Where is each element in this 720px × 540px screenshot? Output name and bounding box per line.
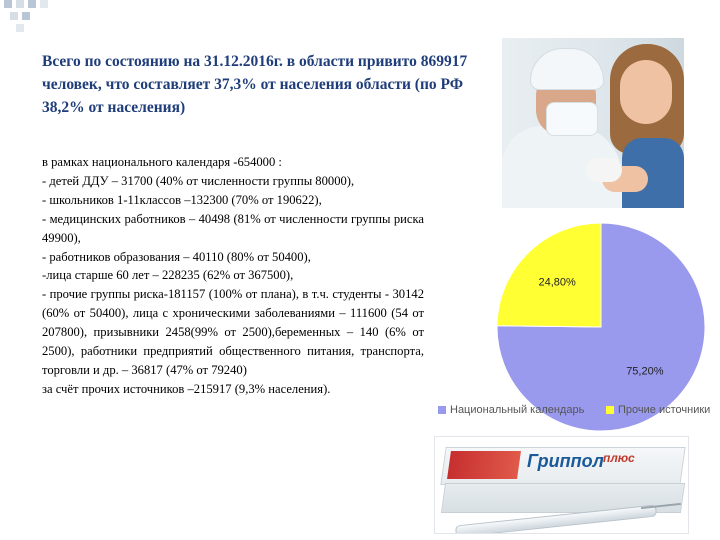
body-line: - медицинских работников – 40498 (81% от численности группы риска 49900),	[42, 211, 424, 245]
decorative-squares	[0, 0, 60, 40]
vaccine-package-photo	[434, 436, 689, 534]
vaccination-details	[42, 153, 424, 399]
body-line: - работников образования – 40110 (80% от 50400),	[42, 249, 311, 264]
body-line: -лица старше 60 лет – 228235 (62% от 367500),	[42, 268, 294, 283]
legend-item-national	[438, 404, 584, 416]
pie-slice	[497, 223, 601, 327]
brand-suffix: плюс	[603, 451, 635, 465]
pie-data-label: 24,80%	[538, 276, 576, 289]
legend-label: Национальный календарь	[450, 404, 585, 416]
pie-data-label: 75,20%	[626, 365, 664, 378]
body-line: в рамках национального календаря -654000 :	[42, 155, 282, 169]
chart-legend	[438, 404, 718, 426]
legend-swatch	[606, 406, 614, 414]
body-line: - школьников 1-11классов –132300 (70% от 190622),	[42, 192, 322, 207]
slide-title: Всего по состоянию на 31.12.2016г. в области привито 869917 человек, что составляет 37,3% от населения области (по РФ 38,2% от населения)	[42, 53, 468, 116]
brand-name: Гриппол	[527, 451, 604, 471]
legend-swatch	[438, 406, 446, 414]
body-line: - детей ДДУ – 31700 (40% от численности группы 80000),	[42, 173, 355, 188]
body-line: за счёт прочих источников –215917 (9,3% населения).	[42, 381, 331, 396]
legend-item-other	[606, 404, 710, 416]
legend-label: Прочие источники	[618, 404, 711, 416]
body-line: - прочие группы риска-181157 (100% от плана), в т.ч. студенты - 30142 (60% от 50400), лица с хроническими заболеваниями – 111600 (54 от 207800), призывники 2458(99% от 2500),беременных – 140 (6% от 2500), работники предприятий общественного питания, транспорта, торговли и др. – 36817 (47% от 79240)	[42, 287, 424, 377]
vaccination-photo	[502, 38, 684, 208]
